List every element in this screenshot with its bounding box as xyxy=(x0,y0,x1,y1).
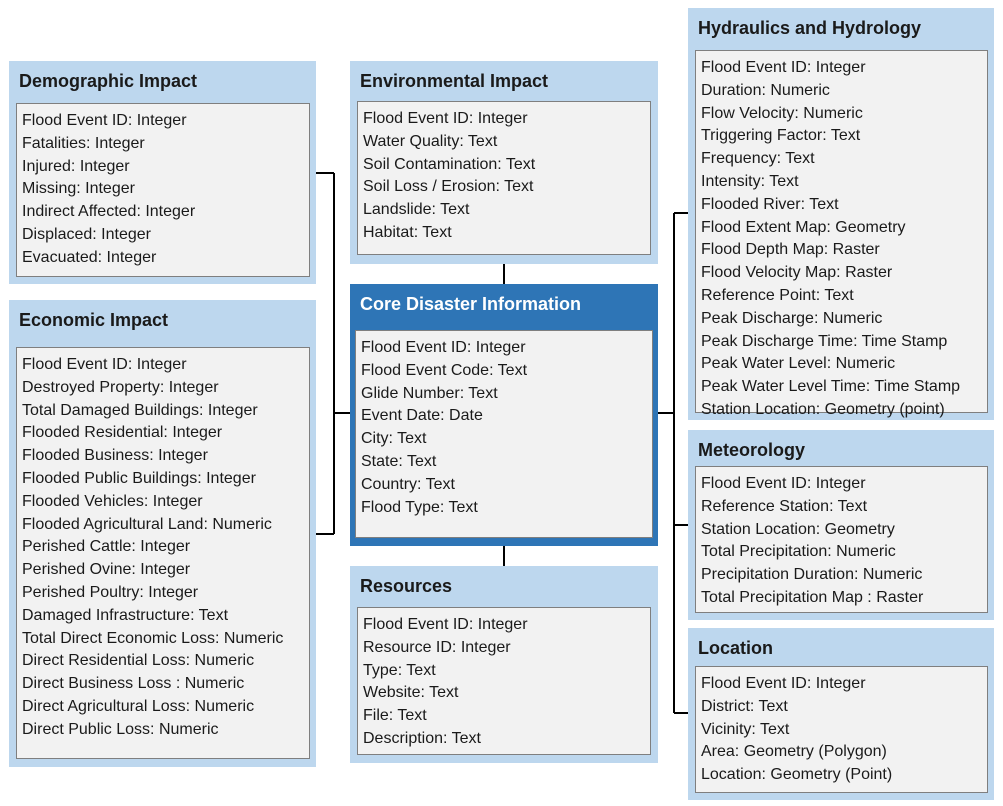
field-row: Indirect Affected: Integer xyxy=(22,203,196,221)
field-row: Flooded River: Text xyxy=(701,195,839,213)
field-row: Flood Event ID: Integer xyxy=(363,616,528,633)
field-row: Total Precipitation Map : Raster xyxy=(701,588,924,606)
entity-fields xyxy=(357,101,651,255)
field-row: Missing: Integer xyxy=(22,180,135,198)
entity-title: Hydraulics and Hydrology xyxy=(698,18,922,38)
entity-title: Resources xyxy=(360,576,453,596)
field-row: Triggering Factor: Text xyxy=(701,127,861,145)
field-row: Location: Geometry (Point) xyxy=(701,766,893,784)
entity-title: Location xyxy=(698,638,773,658)
field-row: Reference Point: Text xyxy=(701,286,854,304)
field-row: Flood Velocity Map: Raster xyxy=(701,264,893,282)
field-row: Peak Water Level: Numeric xyxy=(701,355,896,373)
field-row: Soil Loss / Erosion: Text xyxy=(363,178,534,196)
field-row: Event Date: Date xyxy=(361,407,483,425)
field-row: Flood Event ID: Integer xyxy=(22,112,187,129)
field-row: Vicinity: Text xyxy=(701,720,790,738)
field-row: City: Text xyxy=(361,430,427,448)
entity-fields xyxy=(695,466,988,613)
field-row: File: Text xyxy=(363,707,427,725)
field-row: Flooded Business: Integer xyxy=(22,447,208,465)
field-row: Flood Type: Text xyxy=(361,498,478,516)
field-row: Flood Event ID: Integer xyxy=(701,475,866,492)
entity-title: Economic Impact xyxy=(19,310,169,330)
field-row: Flood Event ID: Integer xyxy=(22,356,187,373)
field-row: Injured: Integer xyxy=(22,157,130,175)
field-row: Fatalities: Integer xyxy=(22,134,145,152)
field-row: Duration: Numeric xyxy=(701,81,830,99)
field-row: Perished Poultry: Integer xyxy=(22,583,199,601)
entity-title: Environmental Impact xyxy=(360,71,549,91)
entity-title: Meteorology xyxy=(698,440,806,460)
field-row: Flooded Public Buildings: Integer xyxy=(22,469,256,487)
field-row: Station Location: Geometry (point) xyxy=(701,400,945,418)
entity-economic-impact xyxy=(9,300,316,767)
entity-fields xyxy=(355,330,653,538)
field-row: Flood Event ID: Integer xyxy=(701,675,866,692)
field-row: Total Precipitation: Numeric xyxy=(701,543,896,561)
field-row: Flood Event Code: Text xyxy=(361,361,528,379)
field-row: Direct Agricultural Loss: Numeric xyxy=(22,697,255,715)
field-row: Precipitation Duration: Numeric xyxy=(701,566,923,584)
entity-location xyxy=(688,628,994,800)
field-row: Water Quality: Text xyxy=(363,132,498,150)
field-row: Intensity: Text xyxy=(701,172,799,190)
field-row: State: Text xyxy=(361,452,437,470)
field-row: Flood Event ID: Integer xyxy=(361,339,526,356)
field-row: Flood Extent Map: Geometry xyxy=(701,218,906,236)
entity-fields xyxy=(695,666,988,793)
field-row: Type: Text xyxy=(363,661,436,679)
field-row: Direct Public Loss: Numeric xyxy=(22,720,219,738)
field-row: Flooded Residential: Integer xyxy=(22,424,223,442)
entity-resources xyxy=(350,566,658,763)
field-row: Landslide: Text xyxy=(363,201,470,219)
field-row: Flood Event ID: Integer xyxy=(701,59,866,76)
entity-title: Core Disaster Information xyxy=(360,294,582,314)
field-row: Direct Residential Loss: Numeric xyxy=(22,652,255,670)
entity-meteorology xyxy=(688,430,994,620)
field-row: Damaged Infrastructure: Text xyxy=(22,606,229,624)
field-row: Habitat: Text xyxy=(363,223,452,241)
entity-environmental-impact xyxy=(350,61,658,264)
field-row: Description: Text xyxy=(363,729,481,747)
entity-demographic-impact xyxy=(9,61,316,284)
field-row: Resource ID: Integer xyxy=(363,638,511,656)
field-row: Glide Number: Text xyxy=(361,384,498,402)
field-row: Flow Velocity: Numeric xyxy=(701,104,863,122)
field-row: Total Direct Economic Loss: Numeric xyxy=(22,629,284,647)
field-row: Total Damaged Buildings: Integer xyxy=(22,401,258,419)
field-row: Website: Text xyxy=(363,684,459,702)
field-row: Displaced: Integer xyxy=(22,225,151,243)
field-row: Soil Contamination: Text xyxy=(363,155,536,173)
field-row: Reference Station: Text xyxy=(701,497,868,515)
field-row: Country: Text xyxy=(361,475,455,493)
entity-hydraulics-and-hydrology xyxy=(688,8,994,420)
entity-fields xyxy=(16,103,310,277)
field-row: Flood Depth Map: Raster xyxy=(701,241,880,259)
entity-title: Demographic Impact xyxy=(19,71,198,91)
field-row: Perished Cattle: Integer xyxy=(22,538,191,556)
entity-core-disaster-information xyxy=(350,284,658,546)
field-row: Flood Event ID: Integer xyxy=(363,110,528,127)
field-row: Perished Ovine: Integer xyxy=(22,561,191,579)
entity-fields xyxy=(16,347,310,759)
field-row: Flooded Agricultural Land: Numeric xyxy=(22,515,272,533)
entity-fields xyxy=(357,607,651,755)
field-row: Frequency: Text xyxy=(701,150,815,168)
field-row: Direct Business Loss : Numeric xyxy=(22,675,245,693)
field-row: Area: Geometry (Polygon) xyxy=(701,743,887,761)
field-row: Flooded Vehicles: Integer xyxy=(22,492,203,510)
field-row: District: Text xyxy=(701,697,788,715)
field-row: Peak Discharge: Numeric xyxy=(701,309,883,327)
field-row: Evacuated: Integer xyxy=(22,248,157,266)
entity-fields xyxy=(695,50,988,418)
field-row: Destroyed Property: Integer xyxy=(22,378,219,396)
field-row: Peak Discharge Time: Time Stamp xyxy=(701,332,948,350)
field-row: Peak Water Level Time: Time Stamp xyxy=(701,378,961,396)
field-row: Station Location: Geometry xyxy=(701,520,895,538)
